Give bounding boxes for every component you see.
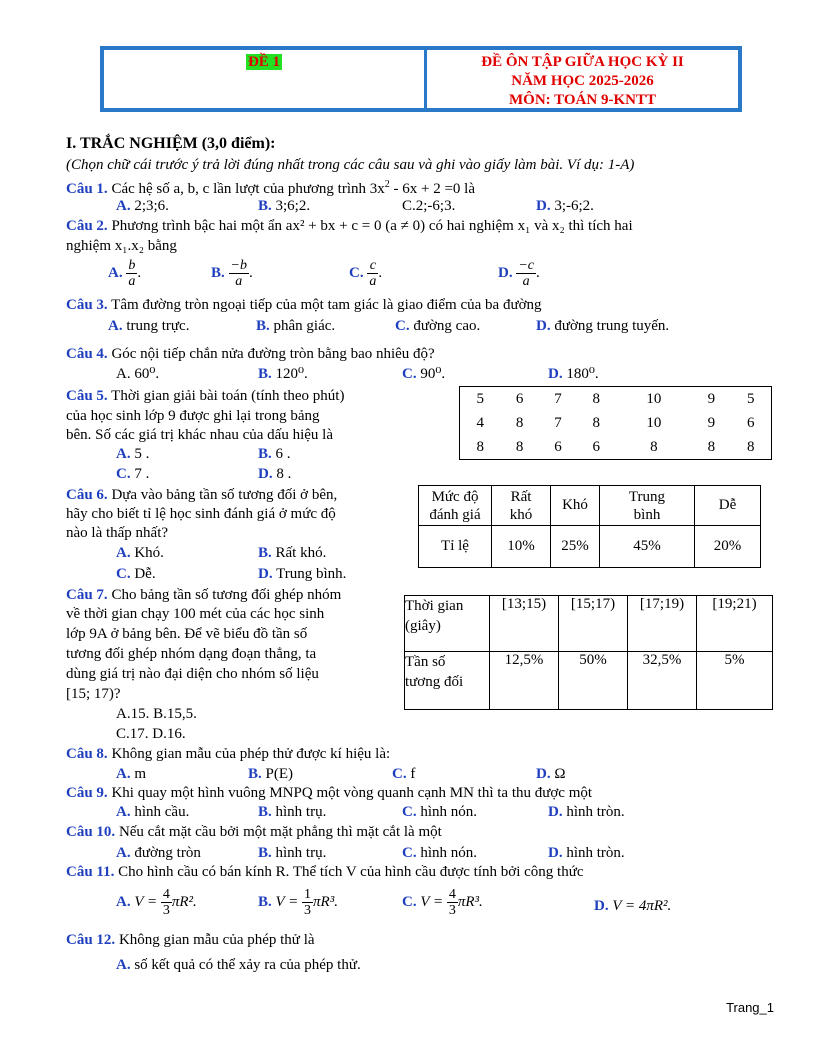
q5-option-d: D. 8 . [258, 466, 292, 482]
table-cell: 5% [697, 652, 773, 710]
q1-text-a: Các hệ số a, b, c lần lượt của phương trình 3x [111, 181, 385, 197]
table-cell: 10 [646, 414, 662, 431]
q1-sup: 2 [384, 179, 390, 190]
table-row [419, 526, 761, 568]
table-row [460, 435, 772, 460]
table-cell: 20% [695, 526, 761, 568]
question-2: Câu 2. Phương trình bậc hai một ẩn ax² + bx + c = 0 (a ≠ 0) có hai nghiệm x₁ và x₂ thì tích hai [66, 218, 633, 234]
q2-option-d: D. $\frac{-c}{a}$ . [498, 258, 540, 289]
school-year: NĂM HỌC 2025-2026 [511, 73, 654, 89]
q10-option-a: A. đường tròn [116, 845, 201, 861]
table-cell: Tỉ lệ [419, 526, 492, 568]
q1-label: Câu 1. [66, 181, 108, 197]
table-cell: 10% [492, 526, 551, 568]
table-cell: [13;15) [490, 596, 559, 652]
q7-line5: dùng giá trị nào đại diện cho nhóm số liệu [66, 666, 319, 682]
q2-line2: nghiệm x₁.x₂ bằng [66, 238, 177, 254]
table-cell: 4 [476, 414, 484, 431]
table-cell: 8 [515, 438, 524, 455]
table-cell: 32,5% [628, 652, 697, 710]
table-cell: 5 [476, 390, 484, 407]
table-row [419, 486, 761, 526]
q8-option-a: A. m [116, 766, 147, 782]
exam-header [100, 46, 742, 112]
table-cell: 6 [747, 414, 755, 431]
question-11: Câu 11. Cho hình cầu có bán kính R. Thể tích V của hình cầu được tính bởi công thức [66, 864, 584, 880]
table-cell: Khó [551, 486, 600, 526]
q7-grouped-table [404, 595, 773, 710]
exam-title-cell [427, 50, 738, 108]
q3-option-a: A. trung trực. [108, 318, 190, 334]
q9-option-a: A. hình cầu. [116, 804, 190, 820]
table-cell: Thời gian (giây) [405, 596, 490, 652]
q6-frequency-table [418, 485, 761, 568]
q6-option-b: B. Rất khó. [258, 545, 327, 561]
q10-option-b: B. hình trụ. [258, 845, 327, 861]
q6-line3: nào là thấp nhất? [66, 525, 169, 541]
table-cell: Tần số tương đối [405, 652, 490, 710]
q4-option-c: C. 90⁰. [402, 366, 446, 382]
q9-option-d: D. hình tròn. [548, 804, 625, 820]
q2-option-c: C. $\frac{c}{a}$ . [349, 258, 383, 289]
table-row [405, 596, 773, 652]
exam-title: ĐỀ ÔN TẬP GIỮA HỌC KỲ II [481, 54, 684, 70]
q5-data-table [459, 386, 772, 460]
table-row [460, 411, 772, 435]
q3-option-c: C. đường cao. [395, 318, 481, 334]
q10-option-c: C. hình nón. [402, 845, 478, 861]
q2-option-b: B. $\frac{-b}{a}$ . [211, 258, 253, 289]
table-cell: 8 [515, 414, 524, 431]
table-cell: Rất khó [492, 486, 551, 526]
table-cell: 6 [592, 438, 601, 455]
table-cell: 25% [551, 526, 600, 568]
q11-option-c: C. V = $\frac{4}{3}$ πR³. [402, 887, 483, 918]
table-cell: 6 [554, 438, 562, 455]
q3-option-d: D. đường trung tuyến. [536, 318, 670, 334]
question-6: Câu 6. Dựa vào bảng tần số tương đối ở bên, [66, 487, 338, 503]
q9-option-c: C. hình nón. [402, 804, 478, 820]
q7-options-cd: C.17. D.16. [116, 726, 186, 742]
q11-option-b: B. V = $\frac{1}{3}$ πR³. [258, 887, 338, 918]
q6-option-c: C. Dễ. [116, 566, 156, 582]
q12-option-a: A. số kết quả có thể xảy ra của phép thử. [116, 957, 361, 973]
section-instruction: (Chọn chữ cái trước ý trả lời đúng nhất trong các câu sau và ghi vào giấy làm bài. Ví dụ: 1-A) [66, 157, 635, 173]
page-number: Trang_1 [726, 1000, 774, 1015]
table-cell: 7 [554, 414, 562, 431]
q3-option-b: B. phân giác. [256, 318, 336, 334]
question-8: Câu 8. Không gian mẫu của phép thử được kí hiệu là: [66, 746, 391, 762]
q1-option-b: B. 3;6;2. [258, 198, 311, 214]
table-row [405, 652, 773, 710]
q5-option-c: C. 7 . [116, 466, 150, 482]
table-cell: 12,5% [490, 652, 559, 710]
q7-line6: [15; 17)? [66, 686, 121, 702]
table-cell: 8 [592, 414, 601, 431]
table-cell: 8 [476, 438, 484, 455]
exam-id-cell [104, 50, 427, 108]
table-cell: 50% [559, 652, 628, 710]
q8-option-b: B. P(E) [248, 766, 294, 782]
q1-option-d: D. 3;-6;2. [536, 198, 594, 214]
q6-line2: hãy cho biết tỉ lệ học sinh đánh giá ở mức độ [66, 506, 336, 522]
q5-option-a: A. 5 . [116, 446, 150, 462]
table-cell: 10 [646, 390, 662, 407]
q6-option-a: A. Khó. [116, 545, 164, 561]
table-cell: 8 [592, 390, 601, 407]
question-9: Câu 9. Khi quay một hình vuông MNPQ một vòng quanh cạnh MN thì ta thu được một [66, 785, 593, 801]
q5-option-b: B. 6 . [258, 446, 291, 462]
question-3: Câu 3. Tâm đường tròn ngoại tiếp của một tam giác là giao điểm của ba đường [66, 297, 542, 313]
table-cell: 9 [707, 414, 716, 431]
exam-id: ĐỀ 1 [247, 54, 281, 70]
table-cell: 8 [747, 438, 755, 455]
q6-option-d: D. Trung bình. [258, 566, 347, 582]
question-4: Câu 4. Góc nội tiếp chắn nửa đường tròn bằng bao nhiêu độ? [66, 346, 435, 362]
section-title: I. TRẮC NGHIỆM (3,0 điểm): [66, 135, 276, 152]
table-cell: 8 [650, 438, 658, 455]
table-cell: Dễ [695, 486, 761, 526]
q7-line2: về thời gian chạy 100 mét của các học sinh [66, 606, 325, 622]
q1-option-c: C.2;-6;3. [402, 198, 456, 214]
question-10: Câu 10. Nếu cắt mặt cầu bởi một mặt phẳng thì mặt cắt là một [66, 824, 442, 840]
table-cell: 6 [515, 390, 524, 407]
question-12: Câu 12. Không gian mẫu của phép thử là [66, 932, 315, 948]
q8-option-d: D. Ω [536, 766, 566, 782]
table-cell: [15;17) [559, 596, 628, 652]
table-cell: 8 [707, 438, 716, 455]
table-cell: [17;19) [628, 596, 697, 652]
q1-text-b: - 6x + 2 =0 là [389, 181, 475, 197]
q9-option-b: B. hình trụ. [258, 804, 327, 820]
q7-options-ab: A.15. B.15,5. [116, 706, 197, 722]
question-7: Câu 7. Cho bảng tần số tương đối ghép nhóm [66, 587, 342, 603]
table-cell: 7 [554, 390, 562, 407]
table-cell: 45% [600, 526, 695, 568]
q1-option-a: A. 2;3;6. [116, 198, 169, 214]
q11-option-a: A. V = $\frac{4}{3}$ πR². [116, 887, 197, 918]
q7-line3: lớp 9A ở bảng bên. Để vẽ biểu đồ tần số [66, 626, 308, 642]
q5-line3: bên. Số các giá trị khác nhau của dấu hiệu là [66, 427, 333, 443]
q4-option-a: A. 60⁰. [116, 366, 160, 382]
table-cell: Mức độ đánh giá [419, 486, 492, 526]
subject: MÔN: TOÁN 9-KNTT [509, 92, 656, 108]
q11-option-d: D. V = 4πR². [594, 898, 672, 914]
table-cell: Trung bình [600, 486, 695, 526]
table-cell: 5 [747, 390, 755, 407]
q4-option-d: D. 180⁰. [548, 366, 599, 382]
table-cell: 9 [707, 390, 716, 407]
q8-option-c: C. f [392, 766, 416, 782]
q4-option-b: B. 120⁰. [258, 366, 308, 382]
q7-line4: tương đối ghép nhóm dạng đoạn thẳng, ta [66, 646, 317, 662]
table-cell: [19;21) [697, 596, 773, 652]
table-row [460, 387, 772, 412]
question-5: Câu 5. Thời gian giải bài toán (tính theo phút) [66, 388, 345, 404]
q10-option-d: D. hình tròn. [548, 845, 625, 861]
q5-line2: của học sinh lớp 9 được ghi lại trong bảng [66, 408, 320, 424]
q2-option-a: A. $\frac{b}{a}$ . [108, 258, 142, 289]
